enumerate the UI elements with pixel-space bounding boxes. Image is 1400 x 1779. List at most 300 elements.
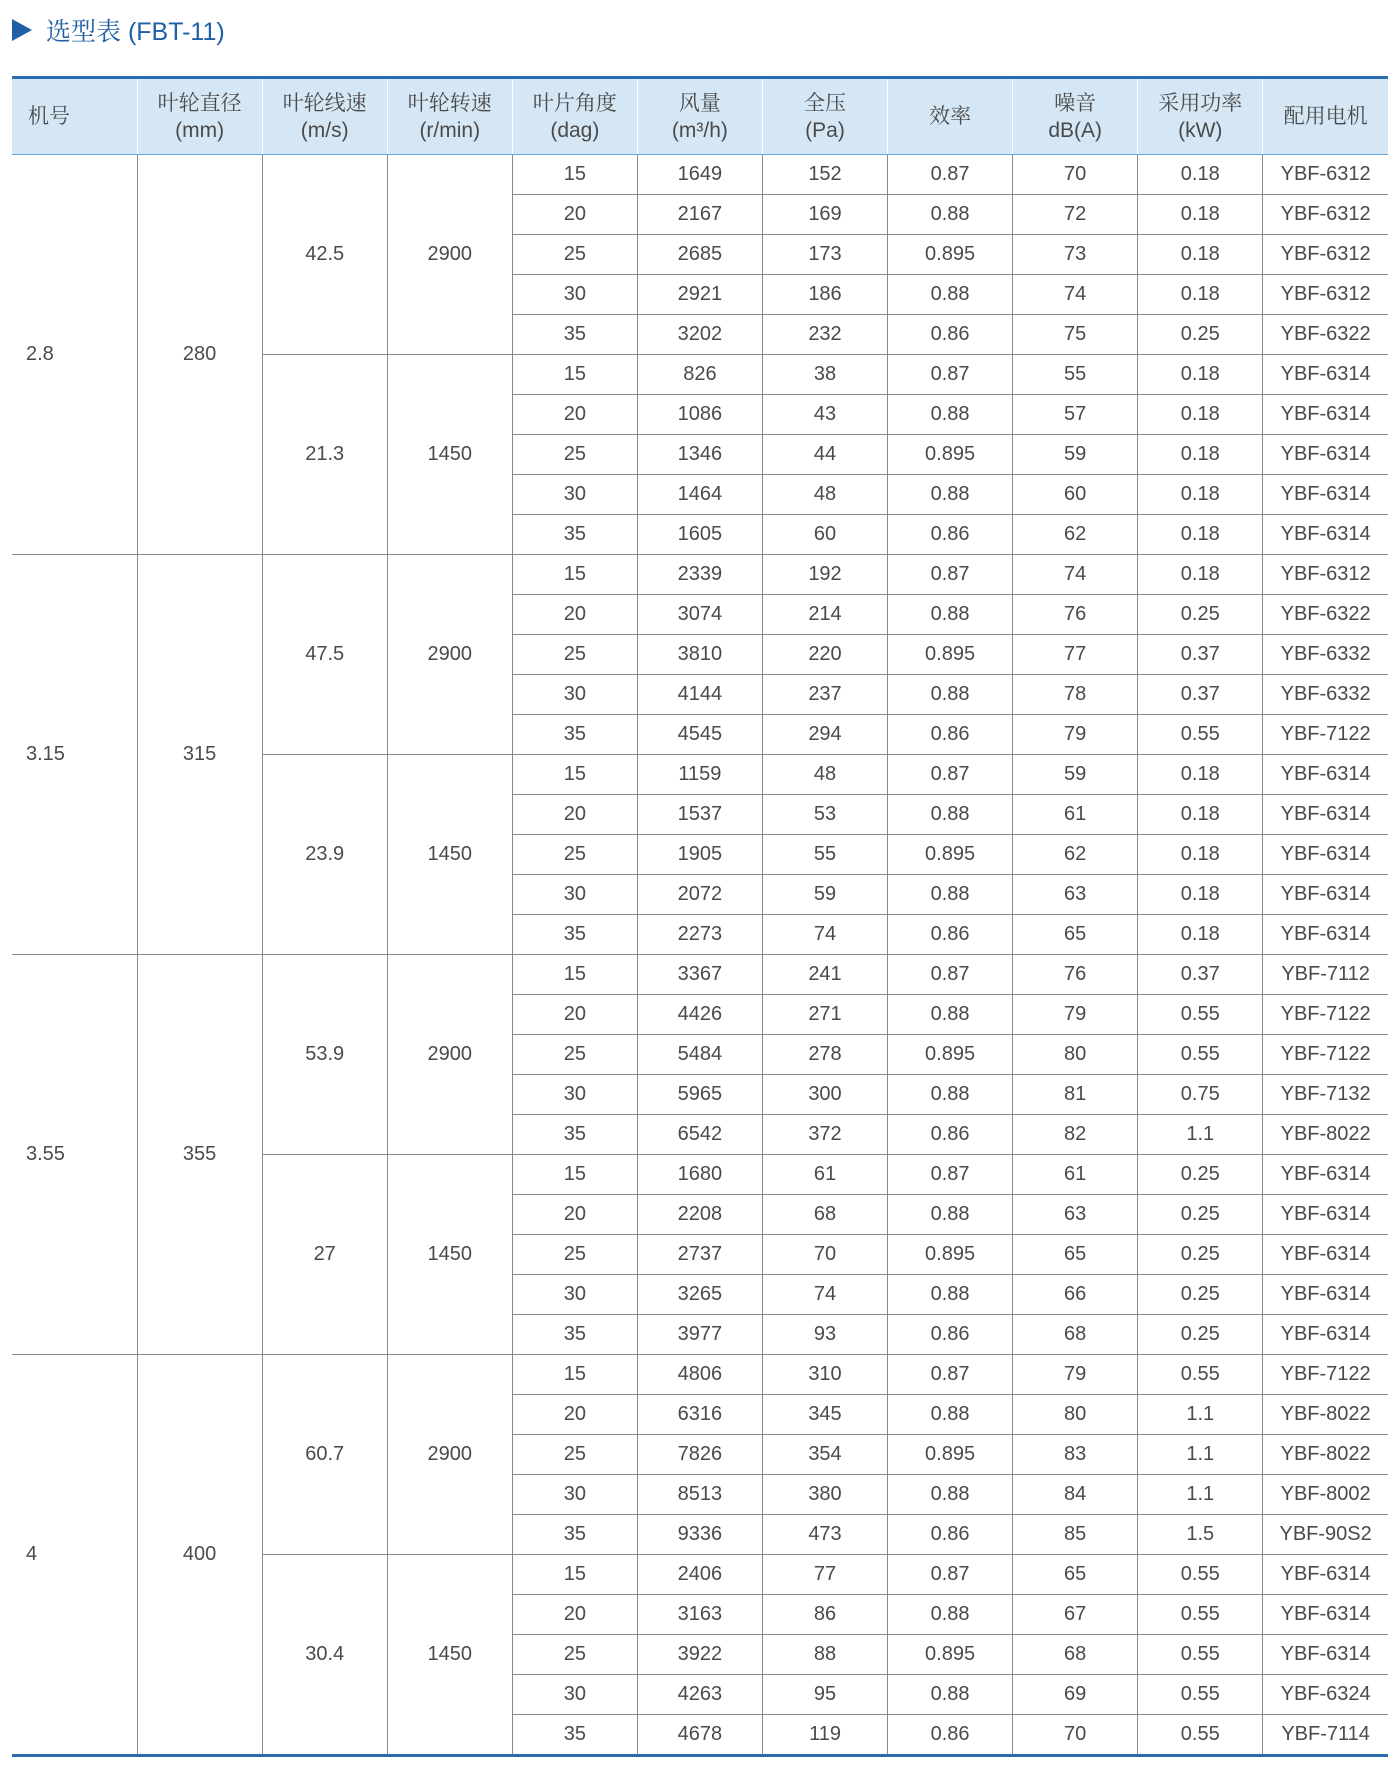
efficiency-cell: 0.86	[888, 1315, 1013, 1355]
column-header-label: 叶轮线速	[282, 91, 367, 115]
efficiency-cell: 0.88	[888, 1475, 1013, 1515]
airflow-cell: 1464	[637, 475, 762, 515]
column-header	[888, 78, 1013, 155]
pressure-cell: 59	[762, 875, 887, 915]
pressure-cell: 95	[762, 1675, 887, 1715]
efficiency-cell: 0.895	[888, 235, 1013, 275]
airflow-cell: 9336	[637, 1515, 762, 1555]
airflow-cell: 3977	[637, 1315, 762, 1355]
power-cell: 0.18	[1138, 155, 1263, 195]
impeller-rpm-cell: 1450	[387, 1555, 512, 1756]
blade-angle-cell: 15	[512, 1155, 637, 1195]
motor-cell: YBF-8002	[1263, 1475, 1388, 1515]
noise-cell: 65	[1013, 1235, 1138, 1275]
column-header	[12, 78, 137, 155]
airflow-cell: 3163	[637, 1595, 762, 1635]
motor-cell: YBF-6314	[1263, 755, 1388, 795]
blade-angle-cell: 20	[512, 795, 637, 835]
blade-angle-cell: 30	[512, 675, 637, 715]
noise-cell: 65	[1013, 915, 1138, 955]
noise-cell: 68	[1013, 1635, 1138, 1675]
column-header-unit: (kW)	[1178, 118, 1223, 142]
airflow-cell: 4144	[637, 675, 762, 715]
power-cell: 0.55	[1138, 715, 1263, 755]
noise-cell: 85	[1013, 1515, 1138, 1555]
motor-cell: YBF-6314	[1263, 795, 1388, 835]
impeller-rpm-cell: 2900	[387, 1355, 512, 1555]
airflow-cell: 826	[637, 355, 762, 395]
triangle-bullet-icon	[12, 19, 32, 41]
pressure-cell: 173	[762, 235, 887, 275]
efficiency-cell: 0.87	[888, 355, 1013, 395]
noise-cell: 75	[1013, 315, 1138, 355]
efficiency-cell: 0.88	[888, 1075, 1013, 1115]
noise-cell: 69	[1013, 1675, 1138, 1715]
column-header-unit: (m³/h)	[671, 118, 728, 142]
pressure-cell: 119	[762, 1715, 887, 1756]
pressure-cell: 186	[762, 275, 887, 315]
noise-cell: 55	[1013, 355, 1138, 395]
blade-angle-cell: 20	[512, 1395, 637, 1435]
impeller-rpm-cell: 1450	[387, 1155, 512, 1355]
impeller-rpm-cell: 1450	[387, 355, 512, 555]
blade-angle-cell: 15	[512, 1355, 637, 1395]
motor-cell: YBF-6312	[1263, 155, 1388, 195]
pressure-cell: 74	[762, 1275, 887, 1315]
power-cell: 0.25	[1138, 595, 1263, 635]
pressure-cell: 60	[762, 515, 887, 555]
power-cell: 0.55	[1138, 1715, 1263, 1756]
airflow-cell: 4426	[637, 995, 762, 1035]
airflow-cell: 1905	[637, 835, 762, 875]
column-header-unit: (dag)	[550, 118, 600, 142]
noise-cell: 78	[1013, 675, 1138, 715]
efficiency-cell: 0.895	[888, 1435, 1013, 1475]
power-cell: 1.5	[1138, 1515, 1263, 1555]
blade-angle-cell: 30	[512, 875, 637, 915]
airflow-cell: 1086	[637, 395, 762, 435]
airflow-cell: 8513	[637, 1475, 762, 1515]
table-body	[12, 155, 1388, 1756]
pressure-cell: 44	[762, 435, 887, 475]
motor-cell: YBF-6314	[1263, 355, 1388, 395]
blade-angle-cell: 20	[512, 995, 637, 1035]
machine-no-cell: 2.8	[12, 155, 137, 555]
power-cell: 0.18	[1138, 755, 1263, 795]
blade-angle-cell: 25	[512, 635, 637, 675]
power-cell: 1.1	[1138, 1435, 1263, 1475]
noise-cell: 80	[1013, 1035, 1138, 1075]
pressure-cell: 241	[762, 955, 887, 995]
motor-cell: YBF-6314	[1263, 1635, 1388, 1675]
pressure-cell: 220	[762, 635, 887, 675]
blade-angle-cell: 30	[512, 475, 637, 515]
pressure-cell: 38	[762, 355, 887, 395]
column-header-label: 噪音	[1054, 91, 1097, 115]
power-cell: 0.18	[1138, 475, 1263, 515]
noise-cell: 61	[1013, 795, 1138, 835]
noise-cell: 84	[1013, 1475, 1138, 1515]
motor-cell: YBF-6314	[1263, 1155, 1388, 1195]
power-cell: 0.75	[1138, 1075, 1263, 1115]
efficiency-cell: 0.87	[888, 555, 1013, 595]
pressure-cell: 345	[762, 1395, 887, 1435]
power-cell: 0.55	[1138, 1035, 1263, 1075]
impeller-speed-cell: 27	[262, 1155, 387, 1355]
motor-cell: YBF-6314	[1263, 515, 1388, 555]
efficiency-cell: 0.88	[888, 1595, 1013, 1635]
airflow-cell: 1346	[637, 435, 762, 475]
airflow-cell: 5965	[637, 1075, 762, 1115]
noise-cell: 65	[1013, 1555, 1138, 1595]
pressure-cell: 278	[762, 1035, 887, 1075]
power-cell: 0.18	[1138, 795, 1263, 835]
blade-angle-cell: 35	[512, 515, 637, 555]
blade-angle-cell: 15	[512, 355, 637, 395]
section-title-text: 选型表 (FBT-11)	[46, 18, 225, 46]
pressure-cell: 93	[762, 1315, 887, 1355]
efficiency-cell: 0.895	[888, 1035, 1013, 1075]
impeller-speed-cell: 30.4	[262, 1555, 387, 1756]
blade-angle-cell: 15	[512, 755, 637, 795]
power-cell: 1.1	[1138, 1475, 1263, 1515]
airflow-cell: 7826	[637, 1435, 762, 1475]
airflow-cell: 1649	[637, 155, 762, 195]
impeller-speed-cell: 53.9	[262, 955, 387, 1155]
noise-cell: 67	[1013, 1595, 1138, 1635]
motor-cell: YBF-6314	[1263, 1195, 1388, 1235]
motor-cell: YBF-6314	[1263, 1315, 1388, 1355]
motor-cell: YBF-6324	[1263, 1675, 1388, 1715]
efficiency-cell: 0.88	[888, 875, 1013, 915]
table-row	[12, 1355, 1388, 1395]
column-header-unit: (mm)	[175, 118, 225, 142]
power-cell: 0.55	[1138, 995, 1263, 1035]
power-cell: 0.18	[1138, 395, 1263, 435]
pressure-cell: 68	[762, 1195, 887, 1235]
power-cell: 0.25	[1138, 1155, 1263, 1195]
noise-cell: 62	[1013, 515, 1138, 555]
efficiency-cell: 0.88	[888, 795, 1013, 835]
blade-angle-cell: 20	[512, 195, 637, 235]
motor-cell: YBF-7112	[1263, 955, 1388, 995]
noise-cell: 76	[1013, 955, 1138, 995]
blade-angle-cell: 25	[512, 1235, 637, 1275]
airflow-cell: 3074	[637, 595, 762, 635]
column-header	[1263, 78, 1388, 155]
blade-angle-cell: 25	[512, 835, 637, 875]
noise-cell: 68	[1013, 1315, 1138, 1355]
motor-cell: YBF-8022	[1263, 1115, 1388, 1155]
blade-angle-cell: 15	[512, 1555, 637, 1595]
section-title	[12, 10, 225, 50]
efficiency-cell: 0.87	[888, 1555, 1013, 1595]
motor-cell: YBF-6312	[1263, 555, 1388, 595]
blade-angle-cell: 30	[512, 1475, 637, 1515]
airflow-cell: 2737	[637, 1235, 762, 1275]
power-cell: 1.1	[1138, 1395, 1263, 1435]
power-cell: 0.55	[1138, 1595, 1263, 1635]
noise-cell: 76	[1013, 595, 1138, 635]
column-header-label: 全压	[804, 91, 846, 115]
machine-no-cell: 3.55	[12, 955, 137, 1355]
airflow-cell: 2685	[637, 235, 762, 275]
airflow-cell: 2273	[637, 915, 762, 955]
pressure-cell: 86	[762, 1595, 887, 1635]
efficiency-cell: 0.88	[888, 395, 1013, 435]
pressure-cell: 192	[762, 555, 887, 595]
motor-cell: YBF-6314	[1263, 915, 1388, 955]
column-header-label: 叶轮转速	[407, 91, 492, 115]
pressure-cell: 354	[762, 1435, 887, 1475]
impeller-speed-cell: 47.5	[262, 555, 387, 755]
motor-cell: YBF-6314	[1263, 1595, 1388, 1635]
column-header-label: 配用电机	[1283, 105, 1368, 128]
blade-angle-cell: 25	[512, 1635, 637, 1675]
motor-cell: YBF-7122	[1263, 1355, 1388, 1395]
power-cell: 0.18	[1138, 195, 1263, 235]
motor-cell: YBF-8022	[1263, 1435, 1388, 1475]
impeller-diameter-cell: 355	[137, 955, 262, 1355]
airflow-cell: 4806	[637, 1355, 762, 1395]
efficiency-cell: 0.87	[888, 155, 1013, 195]
machine-no-cell: 3.15	[12, 555, 137, 955]
header-row	[12, 78, 1388, 155]
power-cell: 0.55	[1138, 1355, 1263, 1395]
motor-cell: YBF-6314	[1263, 1235, 1388, 1275]
column-header-label: 叶片角度	[532, 91, 617, 115]
motor-cell: YBF-8022	[1263, 1395, 1388, 1435]
impeller-speed-cell: 60.7	[262, 1355, 387, 1555]
power-cell: 0.25	[1138, 1315, 1263, 1355]
pressure-cell: 300	[762, 1075, 887, 1115]
power-cell: 0.55	[1138, 1555, 1263, 1595]
column-header-unit: (r/min)	[419, 118, 481, 142]
efficiency-cell: 0.88	[888, 995, 1013, 1035]
impeller-diameter-cell: 280	[137, 155, 262, 555]
motor-cell: YBF-6332	[1263, 635, 1388, 675]
blade-angle-cell: 25	[512, 235, 637, 275]
power-cell: 0.18	[1138, 275, 1263, 315]
noise-cell: 82	[1013, 1115, 1138, 1155]
airflow-cell: 2921	[637, 275, 762, 315]
efficiency-cell: 0.86	[888, 1515, 1013, 1555]
motor-cell: YBF-7114	[1263, 1715, 1388, 1756]
airflow-cell: 1680	[637, 1155, 762, 1195]
pressure-cell: 169	[762, 195, 887, 235]
impeller-diameter-cell: 315	[137, 555, 262, 955]
airflow-cell: 1159	[637, 755, 762, 795]
power-cell: 0.25	[1138, 1235, 1263, 1275]
motor-cell: YBF-6314	[1263, 835, 1388, 875]
motor-cell: YBF-90S2	[1263, 1515, 1388, 1555]
power-cell: 0.25	[1138, 315, 1263, 355]
efficiency-cell: 0.895	[888, 1635, 1013, 1675]
impeller-speed-cell: 23.9	[262, 755, 387, 955]
blade-angle-cell: 20	[512, 1195, 637, 1235]
blade-angle-cell: 35	[512, 915, 637, 955]
pressure-cell: 61	[762, 1155, 887, 1195]
power-cell: 0.55	[1138, 1675, 1263, 1715]
pressure-cell: 48	[762, 475, 887, 515]
power-cell: 0.18	[1138, 915, 1263, 955]
column-header	[1013, 78, 1138, 155]
blade-angle-cell: 20	[512, 1595, 637, 1635]
blade-angle-cell: 15	[512, 555, 637, 595]
pressure-cell: 152	[762, 155, 887, 195]
airflow-cell: 1537	[637, 795, 762, 835]
noise-cell: 72	[1013, 195, 1138, 235]
blade-angle-cell: 25	[512, 435, 637, 475]
efficiency-cell: 0.86	[888, 915, 1013, 955]
noise-cell: 57	[1013, 395, 1138, 435]
motor-cell: YBF-6314	[1263, 475, 1388, 515]
blade-angle-cell: 30	[512, 1275, 637, 1315]
blade-angle-cell: 35	[512, 715, 637, 755]
power-cell: 0.37	[1138, 955, 1263, 995]
noise-cell: 74	[1013, 275, 1138, 315]
noise-cell: 59	[1013, 435, 1138, 475]
column-header-label: 风量	[678, 91, 721, 115]
efficiency-cell: 0.86	[888, 1115, 1013, 1155]
blade-angle-cell: 35	[512, 1515, 637, 1555]
motor-cell: YBF-7122	[1263, 995, 1388, 1035]
blade-angle-cell: 20	[512, 395, 637, 435]
efficiency-cell: 0.88	[888, 275, 1013, 315]
power-cell: 0.18	[1138, 355, 1263, 395]
noise-cell: 66	[1013, 1275, 1138, 1315]
motor-cell: YBF-6314	[1263, 1275, 1388, 1315]
noise-cell: 77	[1013, 635, 1138, 675]
pressure-cell: 294	[762, 715, 887, 755]
pressure-cell: 380	[762, 1475, 887, 1515]
efficiency-cell: 0.86	[888, 1715, 1013, 1756]
impeller-rpm-cell: 2900	[387, 155, 512, 355]
pressure-cell: 473	[762, 1515, 887, 1555]
blade-angle-cell: 25	[512, 1035, 637, 1075]
blade-angle-cell: 30	[512, 1075, 637, 1115]
airflow-cell: 1605	[637, 515, 762, 555]
pressure-cell: 237	[762, 675, 887, 715]
pressure-cell: 310	[762, 1355, 887, 1395]
column-header-unit: (Pa)	[805, 118, 845, 142]
column-header	[512, 78, 637, 155]
power-cell: 0.18	[1138, 515, 1263, 555]
impeller-speed-cell: 21.3	[262, 355, 387, 555]
airflow-cell: 2167	[637, 195, 762, 235]
blade-angle-cell: 30	[512, 275, 637, 315]
efficiency-cell: 0.88	[888, 675, 1013, 715]
motor-cell: YBF-6314	[1263, 875, 1388, 915]
blade-angle-cell: 30	[512, 1675, 637, 1715]
impeller-speed-cell: 42.5	[262, 155, 387, 355]
motor-cell: YBF-7122	[1263, 715, 1388, 755]
blade-angle-cell: 20	[512, 595, 637, 635]
efficiency-cell: 0.87	[888, 1155, 1013, 1195]
noise-cell: 60	[1013, 475, 1138, 515]
power-cell: 0.25	[1138, 1195, 1263, 1235]
impeller-rpm-cell: 2900	[387, 955, 512, 1155]
motor-cell: YBF-6312	[1263, 195, 1388, 235]
pressure-cell: 48	[762, 755, 887, 795]
power-cell: 0.37	[1138, 675, 1263, 715]
efficiency-cell: 0.88	[888, 475, 1013, 515]
airflow-cell: 2072	[637, 875, 762, 915]
blade-angle-cell: 35	[512, 1115, 637, 1155]
noise-cell: 70	[1013, 155, 1138, 195]
efficiency-cell: 0.88	[888, 1195, 1013, 1235]
power-cell: 0.37	[1138, 635, 1263, 675]
airflow-cell: 5484	[637, 1035, 762, 1075]
airflow-cell: 3922	[637, 1635, 762, 1675]
efficiency-cell: 0.88	[888, 1275, 1013, 1315]
motor-cell: YBF-6312	[1263, 275, 1388, 315]
power-cell: 0.55	[1138, 1635, 1263, 1675]
pressure-cell: 372	[762, 1115, 887, 1155]
airflow-cell: 3367	[637, 955, 762, 995]
motor-cell: YBF-6314	[1263, 395, 1388, 435]
machine-no-cell: 4	[12, 1355, 137, 1756]
airflow-cell: 6542	[637, 1115, 762, 1155]
efficiency-cell: 0.895	[888, 435, 1013, 475]
efficiency-cell: 0.87	[888, 955, 1013, 995]
motor-cell: YBF-7132	[1263, 1075, 1388, 1115]
table-header	[12, 78, 1388, 155]
column-header	[637, 78, 762, 155]
noise-cell: 63	[1013, 1195, 1138, 1235]
power-cell: 0.18	[1138, 835, 1263, 875]
airflow-cell: 2208	[637, 1195, 762, 1235]
motor-cell: YBF-7122	[1263, 1035, 1388, 1075]
power-cell: 0.18	[1138, 875, 1263, 915]
selection-table	[12, 76, 1388, 1757]
blade-angle-cell: 35	[512, 315, 637, 355]
noise-cell: 79	[1013, 1355, 1138, 1395]
efficiency-cell: 0.87	[888, 1355, 1013, 1395]
table-row	[12, 955, 1388, 995]
power-cell: 0.18	[1138, 555, 1263, 595]
impeller-rpm-cell: 2900	[387, 555, 512, 755]
blade-angle-cell: 35	[512, 1315, 637, 1355]
pressure-cell: 43	[762, 395, 887, 435]
airflow-cell: 2339	[637, 555, 762, 595]
pressure-cell: 74	[762, 915, 887, 955]
blade-angle-cell: 15	[512, 955, 637, 995]
airflow-cell: 3265	[637, 1275, 762, 1315]
power-cell: 1.1	[1138, 1115, 1263, 1155]
efficiency-cell: 0.88	[888, 1395, 1013, 1435]
pressure-cell: 53	[762, 795, 887, 835]
column-header	[1138, 78, 1263, 155]
noise-cell: 79	[1013, 995, 1138, 1035]
pressure-cell: 214	[762, 595, 887, 635]
noise-cell: 81	[1013, 1075, 1138, 1115]
blade-angle-cell: 15	[512, 155, 637, 195]
pressure-cell: 55	[762, 835, 887, 875]
impeller-diameter-cell: 400	[137, 1355, 262, 1756]
pressure-cell: 232	[762, 315, 887, 355]
impeller-rpm-cell: 1450	[387, 755, 512, 955]
airflow-cell: 2406	[637, 1555, 762, 1595]
efficiency-cell: 0.86	[888, 715, 1013, 755]
airflow-cell: 4678	[637, 1715, 762, 1756]
motor-cell: YBF-6332	[1263, 675, 1388, 715]
noise-cell: 73	[1013, 235, 1138, 275]
airflow-cell: 3810	[637, 635, 762, 675]
column-header-unit: dB(A)	[1048, 118, 1102, 142]
table-row	[12, 155, 1388, 195]
efficiency-cell: 0.86	[888, 315, 1013, 355]
